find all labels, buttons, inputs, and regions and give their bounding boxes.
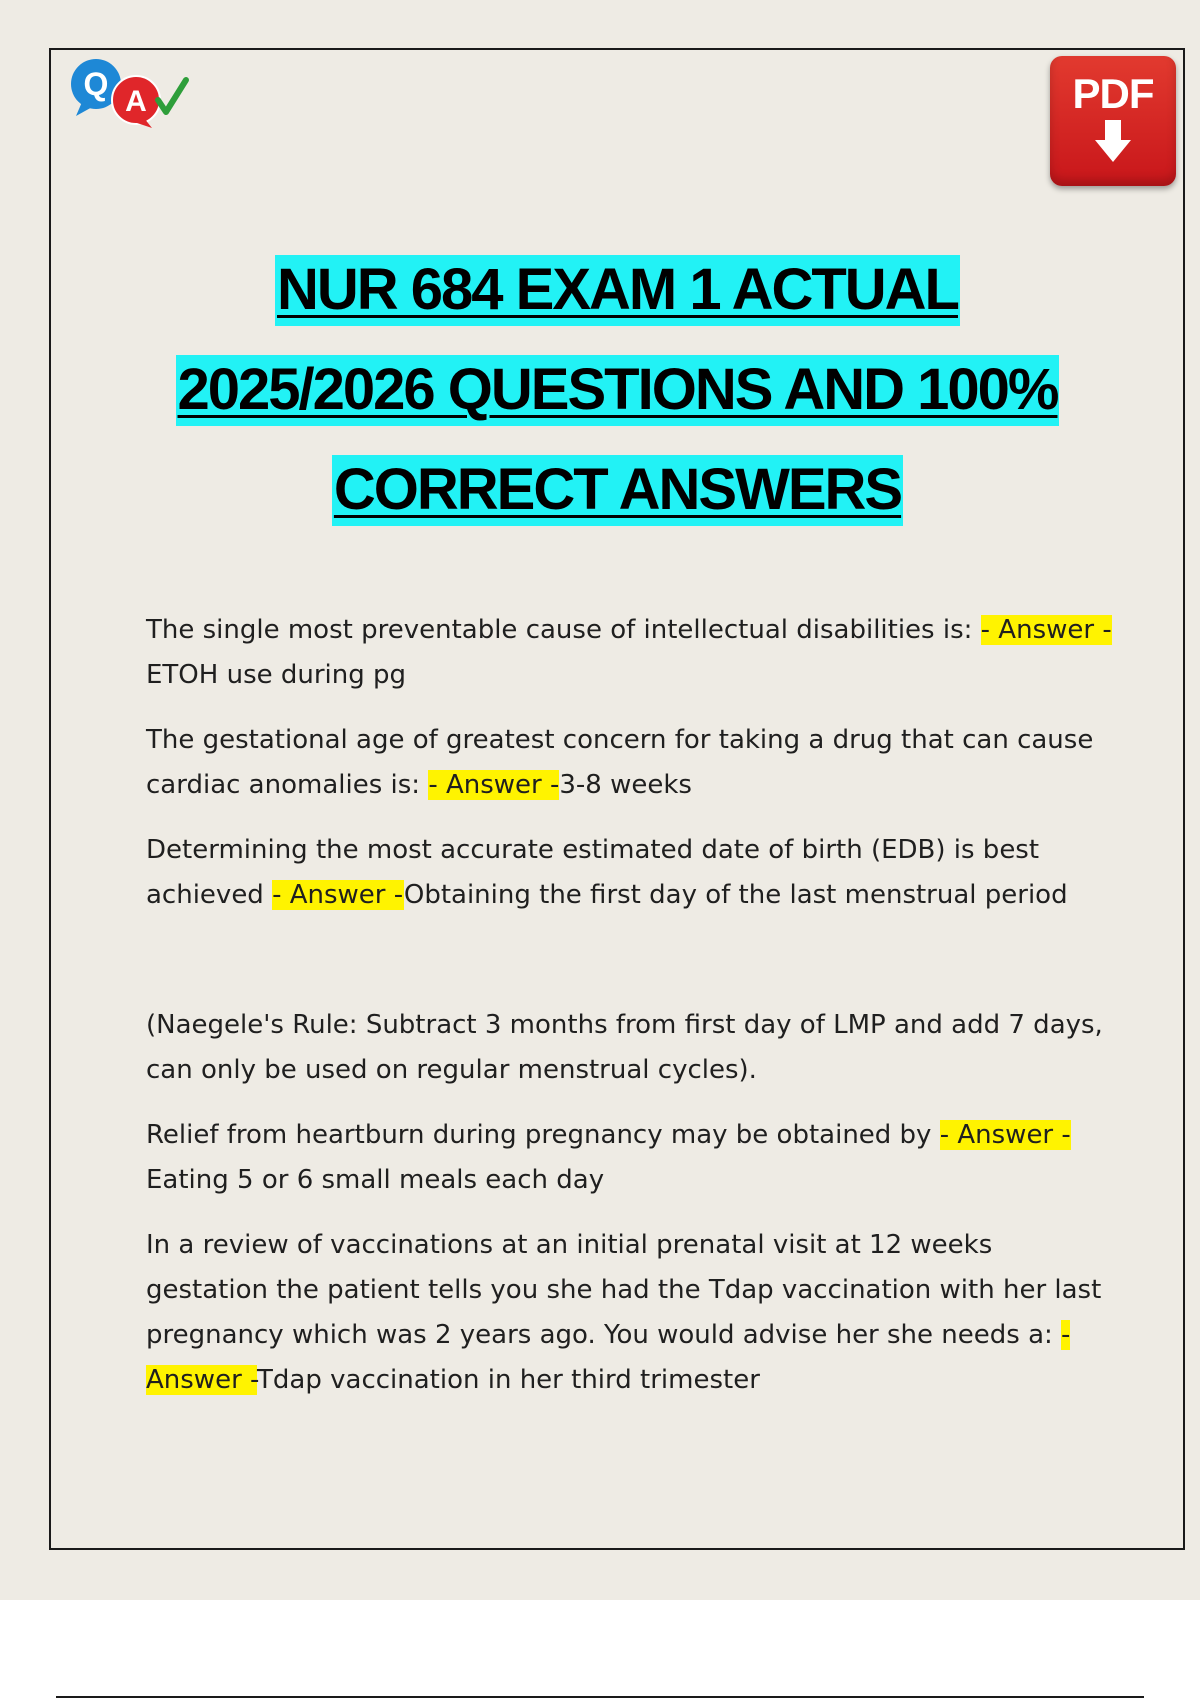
- answer-marker: - Answer -: [146, 1320, 1071, 1395]
- answer-text: Tdap vaccination in her third trimester: [257, 1365, 760, 1395]
- bottom-divider: [56, 1696, 1144, 1698]
- answer-text: 3-8 weeks: [559, 770, 692, 800]
- pdf-label: PDF: [1072, 70, 1154, 117]
- qa-item: [146, 1223, 1116, 1403]
- qa-check-icon: [66, 56, 196, 128]
- download-arrow-icon: [1093, 118, 1133, 166]
- qa-list: [146, 608, 1116, 1423]
- answer-text: ETOH use during pg: [146, 660, 407, 690]
- question-text: The gestational age of greatest concern for taking a drug that can cause cardiac anomalies is:: [146, 725, 1094, 800]
- title-line-2: 2025/2026 QUESTIONS AND 100%: [176, 355, 1060, 426]
- question-text: Relief from heartburn during pregnancy may be obtained by: [146, 1120, 940, 1150]
- answer-marker: - Answer -: [939, 1120, 1071, 1150]
- qa-item: [146, 828, 1116, 918]
- question-text: Determining the most accurate estimated date of birth (EDB) is best achieved: [146, 835, 1040, 910]
- logo-letter-q: Q: [83, 66, 109, 102]
- answer-marker: - Answer -: [272, 880, 404, 910]
- logo-letter-a: A: [125, 85, 147, 118]
- pdf-download-icon[interactable]: [1050, 56, 1176, 186]
- answer-text: Obtaining the first day of the last menstrual period: [403, 880, 1068, 910]
- qa-item: [146, 1113, 1116, 1203]
- naegele-rule-note: (Naegele's Rule: Subtract 3 months from first day of LMP and add 7 days, can only be used on regular menstrual cycles).: [146, 1010, 1103, 1085]
- title-line-3: CORRECT ANSWERS: [332, 455, 903, 526]
- document-title: [60, 240, 1175, 540]
- question-text: The single most preventable cause of intellectual disabilities is:: [146, 615, 981, 645]
- answer-marker: - Answer -: [428, 770, 560, 800]
- question-text: In a review of vaccinations at an initial prenatal visit at 12 weeks gestation the patient tells you she had the Tdap vaccination with her last pregnancy which was 2 years ago. You would advise her she needs a:: [146, 1230, 1102, 1350]
- qa-item: [146, 608, 1116, 698]
- qa-item: [146, 718, 1116, 808]
- answer-marker: - Answer -: [980, 615, 1112, 645]
- answer-text: Eating 5 or 6 small meals each day: [146, 1165, 605, 1195]
- title-line-1: NUR 684 EXAM 1 ACTUAL: [275, 255, 960, 326]
